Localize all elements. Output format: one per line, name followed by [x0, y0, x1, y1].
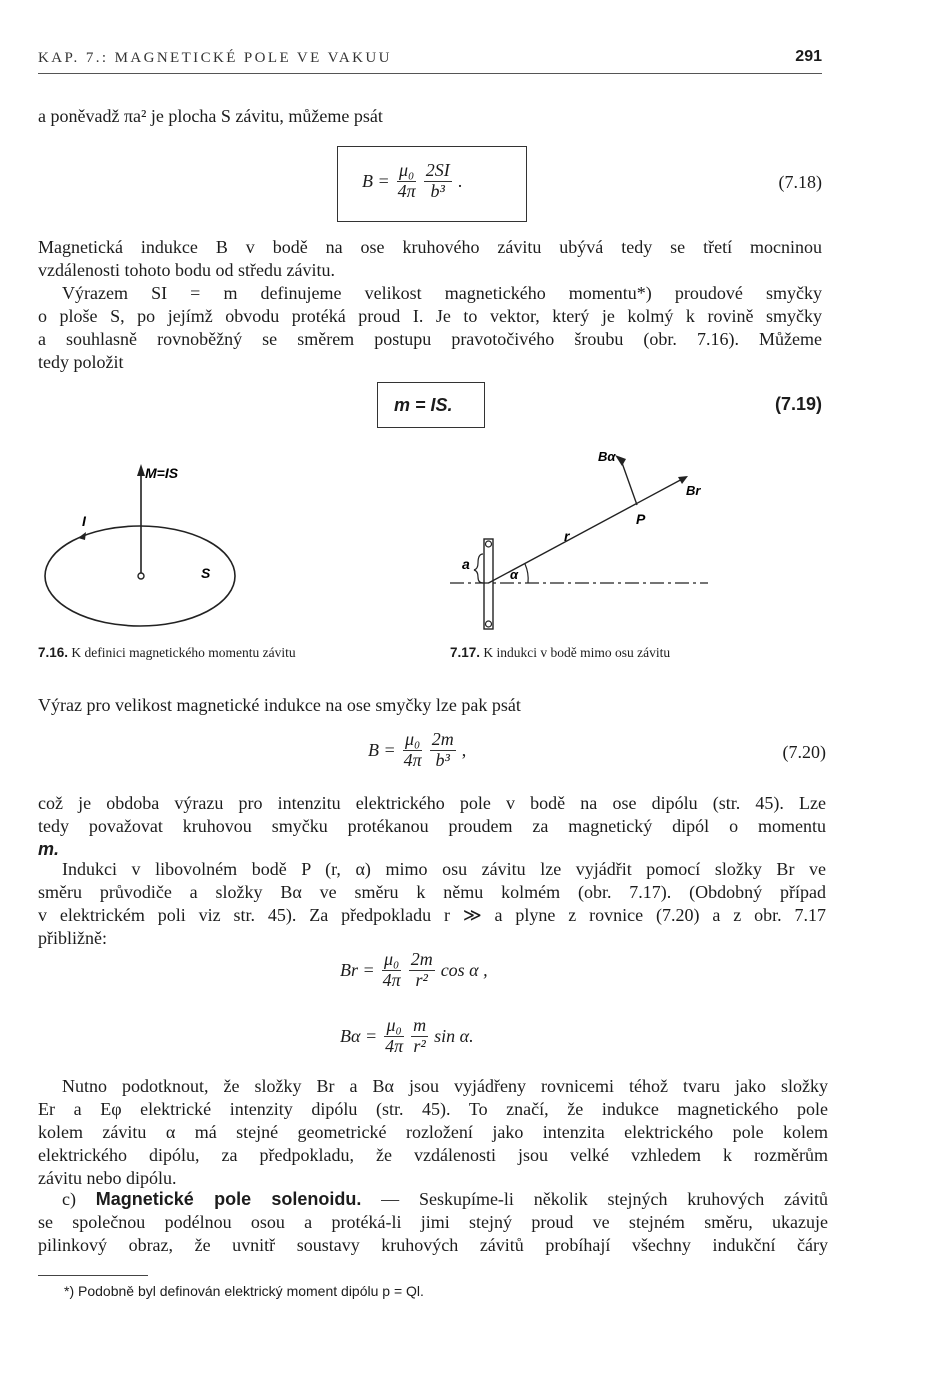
- label-point-p: P: [636, 511, 646, 527]
- running-header: [38, 48, 822, 72]
- equation-7-18: B = $\frac{\text{μ₀}}{4\pi}$ $\frac{2SI}{\text{b³}}$ .: [362, 160, 463, 201]
- figure-7-17: [450, 445, 740, 640]
- page-number: 291: [795, 48, 822, 65]
- paragraph-7: c) Magnetické pole solenoidu. — Seskupíme-li několik stejných kruhových závitů se společnou podélnou osou a protéká-li jimi stejný proud ve stejném směru, ukazuje pilinkový obraz, že uvnitř soustavy kruhových závitů probíhají všechny indukční čáry: [38, 1189, 828, 1255]
- loop-cross-section: [484, 539, 493, 629]
- caption-7-16: 7.16. K definici magnetického momentu závitu: [38, 645, 296, 660]
- paragraph-1: Magnetická indukce B v bodě na ose kruhového závitu ubývá tedy se třetí mocninou vzdálenosti tohoto bodu od středu závitu.: [38, 237, 822, 280]
- footnote: *) Podobně byl definován elektrický moment dipólu p = Ql.: [64, 1283, 424, 1299]
- section-heading: Magnetické pole solenoidu.: [95, 1189, 362, 1209]
- label-area: S: [201, 565, 211, 581]
- equation-7-20: B = $\frac{\text{μ₀}}{4\pi}$ $\frac{2m}{\text{b³}}$ ,: [368, 729, 467, 770]
- equation-b-alpha: Bα = $\frac{\text{μ₀}}{4\pi}$ $\frac{m}{\text{r²}}$ sin α.: [340, 1015, 474, 1056]
- equation-b-r: Br = $\frac{\text{μ₀}}{4\pi}$ $\frac{2m}{\text{r²}}$ cos α ,: [340, 949, 488, 990]
- equation-7-19: m = IS.: [394, 395, 453, 415]
- figure-7-16: [38, 458, 248, 638]
- angle-arc: [525, 564, 528, 583]
- radius-vector-line: [489, 477, 687, 583]
- ba-vector: [621, 460, 637, 505]
- paragraph-3: Výraz pro velikost magnetické indukce na ose smyčky lze pak psát: [38, 695, 521, 715]
- current-arrowhead: [78, 532, 86, 540]
- caption-7-17: 7.17. K indukci v bodě mimo osu závitu: [450, 645, 671, 660]
- equation-7-20-number: (7.20): [782, 742, 826, 762]
- header-rule: [38, 73, 822, 74]
- paragraph-5: Indukci v libovolném bodě P (r, α) mimo osu závitu lze vyjádřit pomocí složky Br ve směru průvodiče a složky Bα ve směru k němu kolmém (obr. 7.17). (Obdobný případ v elektrickém poli viz str. 45). Za předpokladu r ≫ a plyne z rovnice (7.20) a z obr. 7.17 přibližně:: [38, 859, 826, 948]
- equation-7-18-number: (7.18): [778, 172, 822, 192]
- label-b-r: Br: [686, 483, 701, 498]
- moment-arrowhead: [137, 464, 145, 476]
- equation-7-19-number: (7.19): [774, 394, 822, 414]
- label-b-alpha: Bα: [598, 449, 616, 464]
- label-alpha: α: [510, 567, 519, 582]
- label-a: a: [462, 556, 470, 572]
- paragraph-2: Výrazem SI = m definujeme velikost magnetického momentu*) proudové smyčky o ploše S, po jejímž obvodu protéká proud I. Je to vektor, který je kolmý k rovině smyčky a souhlasně rovnoběžný se směrem postupu pravotočivého šroubu (obr. 7.16). Můžeme tedy položit: [38, 283, 822, 372]
- loop-center-point: [138, 573, 144, 579]
- equation-7-19-box: [377, 382, 485, 428]
- chapter-title: KAP. 7.: MAGNETICKÉ POLE VE VAKUU: [38, 50, 392, 66]
- label-r: r: [564, 528, 570, 544]
- equation-7-18-box: [337, 146, 527, 222]
- paragraph-4: což je obdoba výrazu pro intenzitu elektrického pole v bodě na ose dipólu (str. 45). Lze tedy považovat kruhovou smyčku protékanou proudem za magnetický dipól o momentu m.: [38, 793, 826, 859]
- paragraph-6: Nutno podotknout, že složky Br a Bα jsou vyjádřeny rovnicemi téhož tvaru jako složky Er a Eφ elektrické intenzity dipólu (str. 45). To značí, že indukce magnetického pole kolem závitu α má stejné geometrické rozložení jako intenzita elektrického pole kolem elektrického dipólu, za předpokladu, že vzdálenosti jsou velké vzhledem k rozměrům závitu nebo dipólu.: [38, 1076, 828, 1188]
- label-moment: M=IS: [145, 465, 179, 481]
- ba-arrowhead: [615, 455, 626, 466]
- intro-line: a poněvadž πa² je plocha S závitu, můžeme psát: [38, 106, 383, 126]
- radius-a-brace: [474, 554, 483, 583]
- label-current: I: [82, 513, 86, 529]
- footnote-rule: [38, 1275, 148, 1276]
